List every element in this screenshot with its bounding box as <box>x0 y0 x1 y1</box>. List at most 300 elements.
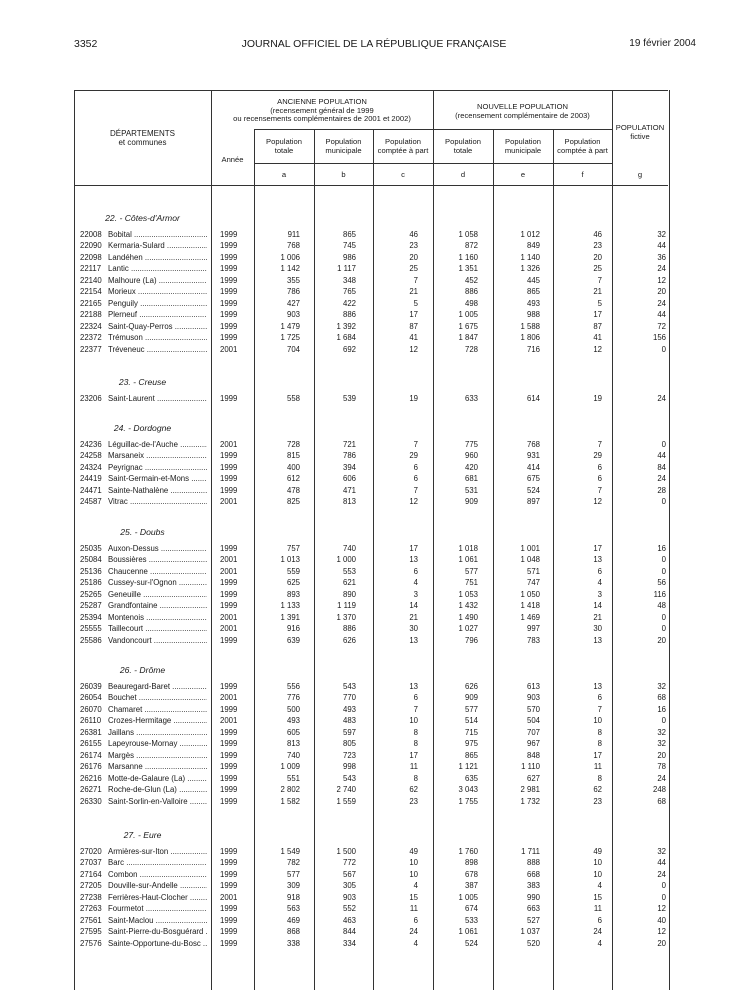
cell-name: Kermaria-Sulard ..... <box>108 240 207 252</box>
cell-g: 56 <box>657 578 666 588</box>
cell-g: 68 <box>657 796 666 806</box>
cell-year: 2001 <box>220 440 238 449</box>
table-row <box>0 635 748 647</box>
cell-c: 10 <box>409 869 418 879</box>
department-heading: 24. - Dordogne <box>113 423 172 433</box>
cell-code: 25555 <box>80 624 102 634</box>
table-row <box>0 750 748 762</box>
cell-code: 24324 <box>80 462 102 472</box>
table-row <box>0 393 748 405</box>
header-bottom-rule <box>74 185 668 186</box>
cell-d: 531 <box>464 485 478 495</box>
cell-g: 68 <box>657 693 666 703</box>
cell-code: 22008 <box>80 230 102 239</box>
cell-e: 1 326 <box>520 264 540 274</box>
cell-code: 25394 <box>80 612 102 622</box>
cell-year: 1999 <box>220 762 238 772</box>
cell-e: 1 012 <box>520 230 540 239</box>
cell-code: 24258 <box>80 451 102 461</box>
table-row <box>0 796 748 808</box>
cell-d: 1 027 <box>458 624 478 634</box>
table-row <box>0 915 748 927</box>
cell-f: 4 <box>597 578 602 588</box>
cell-b: 886 <box>342 310 356 320</box>
cell-c: 21 <box>409 287 418 297</box>
cell-g: 0 <box>661 716 666 726</box>
cell-e: 1 048 <box>520 555 540 565</box>
table-row <box>0 577 748 589</box>
cell-e: 504 <box>526 716 540 726</box>
cell-year: 1999 <box>220 739 238 749</box>
cell-f: 6 <box>597 462 602 472</box>
cell-a: 757 <box>286 544 300 553</box>
table-row <box>0 715 748 727</box>
cell-c: 6 <box>413 915 418 925</box>
cell-c: 7 <box>413 440 418 449</box>
cell-c: 3 <box>413 589 418 599</box>
table-row <box>0 857 748 869</box>
cell-code: 26271 <box>80 785 102 795</box>
cell-g: 32 <box>657 739 666 749</box>
cell-c: 20 <box>409 252 418 262</box>
table-row <box>0 938 748 950</box>
cell-year: 1999 <box>220 915 238 925</box>
cell-g: 116 <box>653 589 666 599</box>
cell-c: 24 <box>409 927 418 937</box>
cell-a: 893 <box>286 589 300 599</box>
cell-b: 844 <box>342 927 356 937</box>
cell-f: 3 <box>597 589 602 599</box>
cell-c: 23 <box>409 796 418 806</box>
cell-name: Bobital ..... <box>108 229 207 241</box>
cell-b: 986 <box>342 252 356 262</box>
cell-name: Saint-Maclou ..... <box>108 915 207 927</box>
cell-a: 918 <box>286 892 300 902</box>
department-heading: 23. - Creuse <box>118 377 167 387</box>
cell-e: 675 <box>526 474 540 484</box>
cell-b: 305 <box>342 881 356 891</box>
cell-c: 46 <box>409 230 418 239</box>
cell-code: 27561 <box>80 915 102 925</box>
cell-b: 483 <box>342 716 356 726</box>
cell-name: Auxon-Dessus ..... <box>108 543 207 555</box>
cell-e: 613 <box>526 682 540 691</box>
cell-g: 12 <box>657 927 666 937</box>
cell-name: Margès ..... <box>108 750 207 762</box>
cell-code: 22165 <box>80 298 102 308</box>
cell-g: 0 <box>661 892 666 902</box>
table-row <box>0 263 748 275</box>
cell-b: 493 <box>342 704 356 714</box>
cell-a: 728 <box>286 440 300 449</box>
cell-a: 605 <box>286 727 300 737</box>
cell-code: 24471 <box>80 485 102 495</box>
header-ancienne-population: ANCIENNE POPULATION (recensement général de 1999 ou recensements complémentaires de 2001 et 2002) <box>233 97 411 124</box>
header-pop-totale-a: Population totale <box>266 137 302 155</box>
cell-f: 12 <box>593 497 602 507</box>
cell-c: 13 <box>409 555 418 565</box>
cell-b: 770 <box>342 693 356 703</box>
cell-name: Bouchet ..... <box>108 692 207 704</box>
table-row <box>0 773 748 785</box>
table-row <box>0 623 748 635</box>
cell-b: 422 <box>342 298 356 308</box>
cell-b: 890 <box>342 589 356 599</box>
cell-f: 14 <box>593 601 602 611</box>
cell-year: 2001 <box>220 497 238 507</box>
cell-year: 1999 <box>220 858 238 868</box>
cell-e: 967 <box>526 739 540 749</box>
cell-d: 909 <box>464 693 478 703</box>
cell-name: Vandoncourt ..... <box>108 635 207 647</box>
cell-year: 1999 <box>220 847 238 856</box>
cell-year: 1999 <box>220 241 238 251</box>
header-pop-municipale-b: Population municipale <box>325 137 362 155</box>
cell-c: 14 <box>409 601 418 611</box>
cell-b: 745 <box>342 241 356 251</box>
cell-d: 751 <box>464 578 478 588</box>
cell-name: Vitrac ..... <box>108 496 207 508</box>
cell-a: 556 <box>286 682 300 691</box>
cell-code: 22117 <box>80 264 102 274</box>
cell-name: Landéhen ..... <box>108 252 207 264</box>
cell-g: 20 <box>657 938 666 948</box>
cell-name: Cussey-sur-l'Ognon ..... <box>108 577 207 589</box>
cell-year: 2001 <box>220 566 238 576</box>
cell-a: 1 582 <box>280 796 300 806</box>
cell-d: 524 <box>464 938 478 948</box>
cell-b: 721 <box>342 440 356 449</box>
cell-g: 0 <box>661 440 666 449</box>
cell-b: 348 <box>342 275 356 285</box>
header-annee: Année <box>221 155 244 164</box>
cell-name: Sainte-Opportune-du-Bosc ..... <box>108 938 207 950</box>
cell-a: 400 <box>286 462 300 472</box>
cell-a: 911 <box>287 230 300 239</box>
cell-b: 765 <box>342 287 356 297</box>
cell-c: 62 <box>409 785 418 795</box>
letter-c: c <box>401 170 405 179</box>
cell-d: 1 018 <box>458 544 478 553</box>
cell-a: 903 <box>286 310 300 320</box>
cell-b: 1 119 <box>337 601 356 611</box>
cell-a: 704 <box>286 344 300 354</box>
header-pop-comptee-f: Population comptée à part <box>557 137 608 155</box>
cell-a: 338 <box>286 938 300 948</box>
cell-name: Saint-Laurent ..... <box>108 393 207 405</box>
table-row <box>0 275 748 287</box>
cell-name: Grandfontaine ..... <box>108 600 207 612</box>
cell-c: 7 <box>413 704 418 714</box>
cell-a: 740 <box>286 750 300 760</box>
cell-code: 27595 <box>80 927 102 937</box>
cell-e: 1 140 <box>520 252 540 262</box>
cell-b: 1 370 <box>336 612 356 622</box>
cell-a: 1 009 <box>280 762 300 772</box>
cell-f: 23 <box>593 241 602 251</box>
cell-g: 32 <box>657 682 666 691</box>
cell-year: 1999 <box>220 589 238 599</box>
cell-a: 782 <box>286 858 300 868</box>
cell-f: 19 <box>593 394 602 403</box>
cell-b: 740 <box>342 544 356 553</box>
table-row <box>0 692 748 704</box>
cell-code: 27238 <box>80 892 102 902</box>
cell-e: 414 <box>526 462 540 472</box>
cell-b: 865 <box>342 230 356 239</box>
cell-d: 577 <box>464 704 478 714</box>
table-row <box>0 298 748 310</box>
cell-code: 23206 <box>80 394 102 403</box>
cell-code: 24236 <box>80 440 102 449</box>
table-row <box>0 600 748 612</box>
cell-e: 1 806 <box>520 333 540 343</box>
cell-e: 716 <box>526 344 540 354</box>
cell-g: 44 <box>657 310 666 320</box>
cell-code: 26216 <box>80 773 102 783</box>
cell-b: 1 392 <box>336 321 356 331</box>
cell-b: 1 500 <box>336 847 356 856</box>
cell-name: Armières-sur-Iton ..... <box>108 846 207 858</box>
cell-e: 1 418 <box>520 601 540 611</box>
cell-e: 1 732 <box>520 796 540 806</box>
table-row <box>0 612 748 624</box>
cell-g: 36 <box>657 252 666 262</box>
cell-f: 15 <box>593 892 602 902</box>
cell-a: 563 <box>286 904 300 914</box>
cell-name: Tréveneuc ..... <box>108 344 207 356</box>
cell-e: 707 <box>526 727 540 737</box>
cell-a: 786 <box>286 287 300 297</box>
cell-e: 768 <box>526 440 540 449</box>
cell-a: 776 <box>286 693 300 703</box>
page-header <box>0 38 748 54</box>
cell-b: 552 <box>342 904 356 914</box>
table-row <box>0 880 748 892</box>
cell-g: 44 <box>657 451 666 461</box>
cell-year: 1999 <box>220 252 238 262</box>
cell-e: 848 <box>526 750 540 760</box>
cell-year: 1999 <box>220 287 238 297</box>
cell-e: 1 001 <box>520 544 540 553</box>
cell-e: 520 <box>526 938 540 948</box>
cell-d: 626 <box>464 682 478 691</box>
cell-g: 0 <box>661 555 666 565</box>
cell-d: 452 <box>464 275 478 285</box>
letter-b: b <box>341 170 346 179</box>
cell-a: 813 <box>286 739 300 749</box>
cell-name: Crozes-Hermitage ..... <box>108 715 207 727</box>
cell-c: 19 <box>409 394 418 403</box>
cell-g: 24 <box>657 298 666 308</box>
cell-g: 20 <box>657 635 666 645</box>
cell-d: 898 <box>464 858 478 868</box>
cell-code: 27164 <box>80 869 102 879</box>
cell-f: 46 <box>593 230 602 239</box>
cell-year: 1999 <box>220 881 238 891</box>
department-heading: 22. - Côtes-d'Armor <box>105 213 180 223</box>
cell-year: 1999 <box>220 462 238 472</box>
cell-name: Saint-Quay-Perros ..... <box>108 321 207 333</box>
cell-c: 29 <box>409 451 418 461</box>
cell-c: 23 <box>409 241 418 251</box>
cell-c: 17 <box>409 750 418 760</box>
cell-a: 309 <box>286 881 300 891</box>
cell-e: 849 <box>526 241 540 251</box>
cell-g: 16 <box>657 544 666 553</box>
cell-c: 17 <box>409 310 418 320</box>
cell-a: 493 <box>286 716 300 726</box>
cell-f: 10 <box>593 716 602 726</box>
cell-code: 27205 <box>80 881 102 891</box>
cell-c: 13 <box>409 635 418 645</box>
cell-c: 41 <box>409 333 418 343</box>
cell-a: 916 <box>286 624 300 634</box>
cell-c: 21 <box>409 612 418 622</box>
cell-e: 897 <box>526 497 540 507</box>
cell-year: 1999 <box>220 451 238 461</box>
cell-f: 23 <box>593 796 602 806</box>
cell-d: 1 121 <box>458 762 478 772</box>
cell-name: Barc ..... <box>108 857 207 869</box>
cell-f: 62 <box>593 785 602 795</box>
cell-a: 478 <box>286 485 300 495</box>
cell-e: 627 <box>526 773 540 783</box>
table-row <box>0 704 748 716</box>
cell-e: 1 469 <box>520 612 540 622</box>
cell-b: 886 <box>342 624 356 634</box>
cell-code: 26155 <box>80 739 102 749</box>
cell-b: 394 <box>342 462 356 472</box>
cell-d: 872 <box>464 241 478 251</box>
table-row <box>0 846 748 858</box>
cell-f: 10 <box>593 869 602 879</box>
cell-e: 865 <box>526 287 540 297</box>
header-population-fictive: POPULATION fictive <box>615 123 665 141</box>
cell-year: 1999 <box>220 796 238 806</box>
cell-a: 559 <box>286 566 300 576</box>
header-pop-totale-d: Population totale <box>445 137 481 155</box>
cell-b: 692 <box>342 344 356 354</box>
cell-year: 2001 <box>220 624 238 634</box>
letter-e: e <box>520 170 526 179</box>
cell-year: 1999 <box>220 785 238 795</box>
cell-f: 8 <box>597 773 602 783</box>
cell-d: 681 <box>464 474 478 484</box>
cell-f: 6 <box>597 693 602 703</box>
cell-code: 26174 <box>80 750 102 760</box>
cell-d: 633 <box>464 394 478 403</box>
cell-b: 334 <box>342 938 356 948</box>
cell-c: 30 <box>409 624 418 634</box>
cell-d: 420 <box>464 462 478 472</box>
cell-year: 1999 <box>220 904 238 914</box>
cell-d: 1 847 <box>458 333 478 343</box>
cell-a: 355 <box>286 275 300 285</box>
cell-c: 11 <box>409 904 418 914</box>
cell-code: 26070 <box>80 704 102 714</box>
cell-name: Chamaret ..... <box>108 704 207 716</box>
cell-b: 471 <box>342 485 356 495</box>
table-row <box>0 485 748 497</box>
cell-g: 48 <box>657 601 666 611</box>
cell-f: 30 <box>593 624 602 634</box>
cell-b: 539 <box>342 394 356 403</box>
cell-b: 2 740 <box>336 785 356 795</box>
cell-code: 22098 <box>80 252 102 262</box>
cell-f: 5 <box>597 298 602 308</box>
cell-b: 606 <box>342 474 356 484</box>
cell-f: 7 <box>597 704 602 714</box>
cell-g: 12 <box>657 904 666 914</box>
cell-name: Combon ..... <box>108 869 207 881</box>
cell-g: 78 <box>657 762 666 772</box>
cell-d: 533 <box>464 915 478 925</box>
table-row <box>0 738 748 750</box>
cell-f: 10 <box>593 858 602 868</box>
cell-a: 1 391 <box>280 612 300 622</box>
cell-e: 997 <box>526 624 540 634</box>
table-row <box>0 903 748 915</box>
cell-a: 1 549 <box>280 847 300 856</box>
cell-f: 13 <box>593 682 602 691</box>
cell-e: 2 981 <box>520 785 540 795</box>
cell-e: 445 <box>526 275 540 285</box>
cell-f: 7 <box>597 440 602 449</box>
cell-name: Lantic ..... <box>108 263 207 275</box>
cell-d: 387 <box>464 881 478 891</box>
cell-year: 1999 <box>220 230 238 239</box>
cell-year: 2001 <box>220 555 238 565</box>
cell-name: Malhoure (La) ..... <box>108 275 207 287</box>
cell-g: 156 <box>652 333 666 343</box>
cell-a: 612 <box>286 474 300 484</box>
cell-g: 0 <box>661 612 666 622</box>
cell-year: 2001 <box>220 344 238 354</box>
cell-c: 6 <box>413 693 418 703</box>
cell-b: 786 <box>342 451 356 461</box>
cell-d: 1 675 <box>458 321 478 331</box>
cell-name: Sainte-Nathalène ..... <box>108 485 207 497</box>
page-number: 3352 <box>74 38 98 50</box>
cell-b: 567 <box>342 869 356 879</box>
cell-name: Roche-de-Glun (La) ..... <box>108 784 207 796</box>
cell-a: 815 <box>286 451 300 461</box>
cell-d: 1 005 <box>458 310 478 320</box>
cell-e: 614 <box>526 394 540 403</box>
cell-e: 903 <box>526 693 540 703</box>
cell-code: 25287 <box>80 601 102 611</box>
cell-code: 27576 <box>80 938 102 948</box>
cell-f: 29 <box>593 451 602 461</box>
cell-d: 1 005 <box>458 892 478 902</box>
table-row <box>0 543 748 555</box>
cell-name: Léguillac-de-l'Auche ..... <box>108 439 207 451</box>
cell-year: 2001 <box>220 693 238 703</box>
cell-g: 0 <box>661 624 666 634</box>
cell-d: 728 <box>464 344 478 354</box>
cell-e: 493 <box>526 298 540 308</box>
cell-name: Morieux ..... <box>108 286 207 298</box>
cell-c: 25 <box>409 264 418 274</box>
cell-f: 4 <box>597 938 602 948</box>
cell-year: 1999 <box>220 704 238 714</box>
cell-g: 12 <box>657 275 666 285</box>
cell-e: 747 <box>526 578 540 588</box>
cell-f: 4 <box>597 881 602 891</box>
cell-year: 2001 <box>220 612 238 622</box>
cell-name: Chaucenne ..... <box>108 566 207 578</box>
